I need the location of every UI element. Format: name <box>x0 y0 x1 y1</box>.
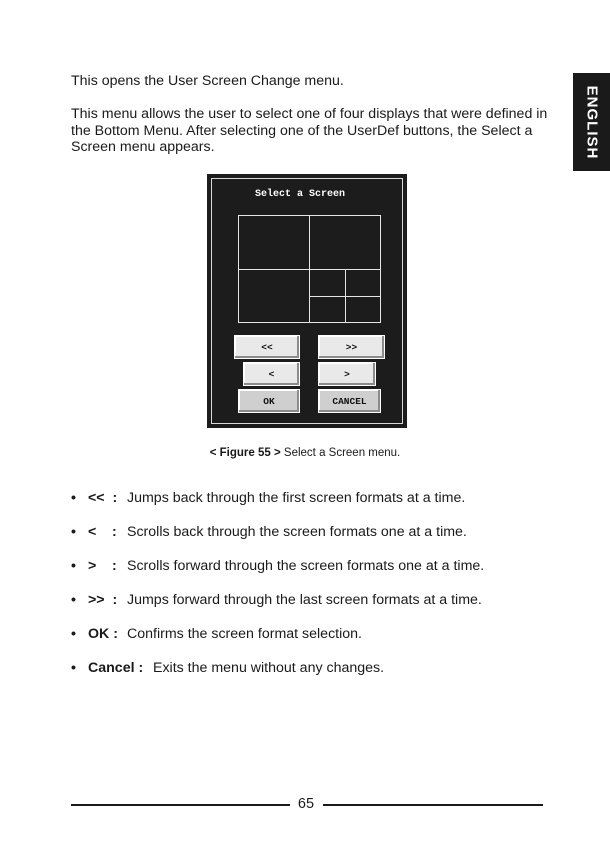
layout-cell-small-4 <box>345 296 381 323</box>
body-paragraph: This menu allows the user to select one of four displays that were defined in the Bottom Menu. After selecting one of the UserDef buttons, the Select a Screen menu appears. <box>71 106 548 155</box>
bullet-key: >> : <box>88 592 118 608</box>
list-item <box>71 523 551 557</box>
bullet-dot: • <box>71 558 76 574</box>
select-screen-figure <box>207 174 407 428</box>
layout-cell-top-left <box>238 215 310 270</box>
next-button[interactable]: > <box>318 362 376 386</box>
figure-caption-text: Select a Screen menu. <box>283 447 401 459</box>
list-item <box>71 489 551 523</box>
ok-button[interactable]: OK <box>238 389 300 413</box>
bullet-dot: • <box>71 660 76 676</box>
screen-title: Select a Screen <box>254 189 345 200</box>
language-tab-label: ENGLISH <box>583 85 600 159</box>
list-item <box>71 659 551 693</box>
jump-forward-button[interactable]: >> <box>318 335 385 359</box>
bullet-key: << : <box>88 490 118 506</box>
bullet-key: OK : <box>88 626 118 642</box>
bullet-description: Jumps back through the first screen formats at a time. <box>127 490 466 506</box>
list-item <box>71 557 551 591</box>
intro-paragraph: This opens the User Screen Change menu. <box>71 73 344 89</box>
list-item <box>71 625 551 659</box>
layout-cell-small-3 <box>309 296 346 323</box>
bullet-description: Scrolls forward through the screen formats one at a time. <box>127 558 485 574</box>
bullet-dot: • <box>71 490 76 506</box>
screen-layout-preview[interactable] <box>238 215 381 323</box>
layout-cell-small-1 <box>309 269 346 297</box>
bullet-description: Exits the menu without any changes. <box>153 660 385 676</box>
page-number: 65 <box>297 796 315 812</box>
bullet-key: Cancel : <box>88 660 144 676</box>
footer-rule-left <box>71 804 290 806</box>
list-item <box>71 591 551 625</box>
layout-cell-small-2 <box>345 269 381 297</box>
bullet-description: Scrolls back through the screen formats one at a time. <box>127 524 467 540</box>
layout-cell-top-right <box>309 215 381 270</box>
figure-caption <box>0 447 610 459</box>
footer-rule-right <box>323 804 543 806</box>
figure-caption-label: < Figure 55 > <box>209 447 281 459</box>
bullet-key: > : <box>88 558 117 574</box>
jump-back-button[interactable]: << <box>234 335 300 359</box>
bullet-description: Confirms the screen format selection. <box>127 626 362 642</box>
bullet-description: Jumps forward through the last screen formats at a time. <box>127 592 482 608</box>
button-description-list <box>71 489 551 693</box>
bullet-dot: • <box>71 524 76 540</box>
layout-cell-bottom-left <box>238 269 310 323</box>
bullet-dot: • <box>71 626 76 642</box>
bullet-dot: • <box>71 592 76 608</box>
language-tab <box>573 73 610 171</box>
cancel-button[interactable]: CANCEL <box>318 389 381 413</box>
previous-button[interactable]: < <box>243 362 300 386</box>
bullet-key: < : <box>88 524 117 540</box>
